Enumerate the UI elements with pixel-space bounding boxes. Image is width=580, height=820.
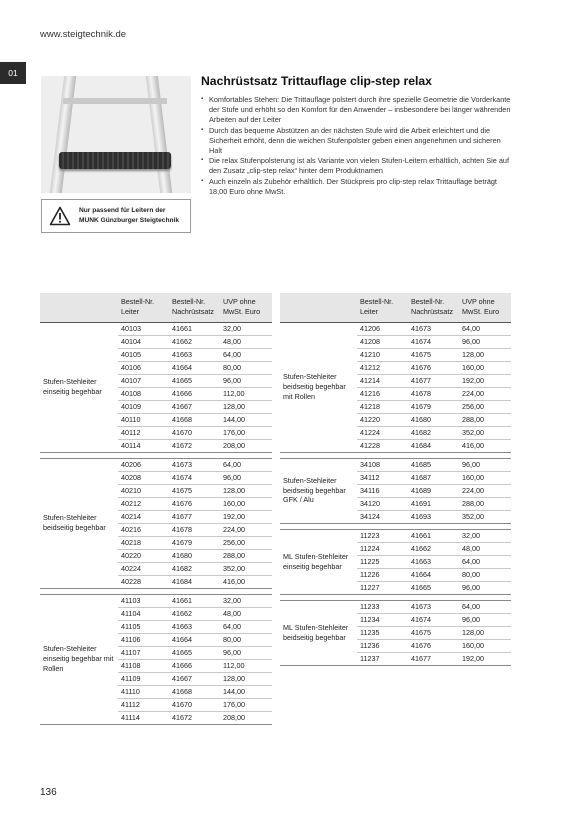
price: 128,00 <box>220 484 272 497</box>
order-no-ladder: 40208 <box>118 471 169 484</box>
order-no-ladder: 34124 <box>357 510 408 523</box>
price: 64,00 <box>220 620 272 633</box>
order-no-ladder: 40218 <box>118 536 169 549</box>
table-row <box>280 458 511 471</box>
order-no-kit: 41663 <box>169 348 220 361</box>
order-no-ladder: 41103 <box>118 594 169 607</box>
order-no-kit: 41667 <box>169 400 220 413</box>
order-no-ladder: 40105 <box>118 348 169 361</box>
product-title: Nachrüstsatz Trittauflage clip-step relax <box>201 74 432 88</box>
price: 288,00 <box>459 497 511 510</box>
order-no-kit: 41670 <box>169 426 220 439</box>
price: 80,00 <box>220 361 272 374</box>
price: 416,00 <box>459 439 511 452</box>
order-no-kit: 41679 <box>408 400 459 413</box>
order-no-kit: 41662 <box>169 607 220 620</box>
ladder-rail-left <box>50 76 76 193</box>
order-no-kit: 41675 <box>408 348 459 361</box>
price: 224,00 <box>459 484 511 497</box>
order-no-kit: 41664 <box>169 361 220 374</box>
price: 288,00 <box>459 413 511 426</box>
order-no-kit: 41667 <box>169 672 220 685</box>
order-no-ladder: 41224 <box>357 426 408 439</box>
table-row <box>280 600 511 613</box>
order-no-kit: 41666 <box>169 387 220 400</box>
price: 160,00 <box>459 471 511 484</box>
order-no-kit: 41676 <box>408 361 459 374</box>
price: 160,00 <box>459 639 511 652</box>
feature-bullet: ▪ Auch einzeln als Zubehör erhältlich. Der Stückpreis pro clip-step relax Trittauflage beträgt 18,00 Euro ohne MwSt. <box>201 177 511 197</box>
order-no-ladder: 11233 <box>357 600 408 613</box>
col-header-order-no-kit: Bestell-Nr. Nachrüstsatz <box>169 293 220 322</box>
price: 352,00 <box>459 510 511 523</box>
order-no-ladder: 40214 <box>118 510 169 523</box>
order-no-kit: 41680 <box>408 413 459 426</box>
price: 96,00 <box>459 335 511 348</box>
order-no-kit: 41672 <box>169 439 220 452</box>
order-no-kit: 41687 <box>408 471 459 484</box>
order-no-kit: 41662 <box>169 335 220 348</box>
order-no-ladder: 41106 <box>118 633 169 646</box>
order-no-ladder: 40114 <box>118 439 169 452</box>
order-no-kit: 41665 <box>169 646 220 659</box>
product-group-label: Stufen-Stehleiter einseitig begehbar mit Rollen <box>40 594 118 724</box>
price: 64,00 <box>459 322 511 335</box>
order-no-kit: 41674 <box>169 471 220 484</box>
order-no-ladder: 41114 <box>118 711 169 724</box>
clip-step-tread <box>59 152 171 169</box>
ladder-rail-right <box>146 76 172 193</box>
price: 256,00 <box>459 400 511 413</box>
order-no-ladder: 41208 <box>357 335 408 348</box>
order-no-ladder: 40107 <box>118 374 169 387</box>
order-no-ladder: 40104 <box>118 335 169 348</box>
order-no-ladder: 11237 <box>357 652 408 665</box>
price: 176,00 <box>220 698 272 711</box>
price: 160,00 <box>220 497 272 510</box>
order-no-ladder: 41212 <box>357 361 408 374</box>
order-table-right <box>280 293 511 666</box>
price: 96,00 <box>220 374 272 387</box>
table-header-row <box>40 293 272 322</box>
order-no-ladder: 40103 <box>118 322 169 335</box>
price: 144,00 <box>220 413 272 426</box>
order-no-kit: 41668 <box>169 413 220 426</box>
price: 80,00 <box>220 633 272 646</box>
order-no-kit: 41680 <box>169 549 220 562</box>
price: 96,00 <box>459 613 511 626</box>
col-header-order-no-kit: Bestell-Nr. Nachrüstsatz <box>408 293 459 322</box>
order-no-kit: 41676 <box>408 639 459 652</box>
feature-list <box>201 95 511 197</box>
order-no-ladder: 11234 <box>357 613 408 626</box>
product-photo <box>41 76 191 193</box>
order-no-kit: 41689 <box>408 484 459 497</box>
product-group-label: Stufen-Stehleiter beidseitig begehbar GFK / Alu <box>280 458 357 523</box>
price: 48,00 <box>220 335 272 348</box>
price: 112,00 <box>220 387 272 400</box>
order-no-ladder: 41110 <box>118 685 169 698</box>
order-no-kit: 41682 <box>169 562 220 575</box>
price: 352,00 <box>459 426 511 439</box>
price: 160,00 <box>459 361 511 374</box>
compatibility-notice <box>41 199 191 233</box>
order-no-kit: 41675 <box>408 626 459 639</box>
price: 96,00 <box>220 646 272 659</box>
order-no-ladder: 40106 <box>118 361 169 374</box>
page-number: 136 <box>40 787 57 798</box>
price: 128,00 <box>220 672 272 685</box>
price: 144,00 <box>220 685 272 698</box>
price: 64,00 <box>220 348 272 361</box>
order-no-ladder: 34112 <box>357 471 408 484</box>
price: 80,00 <box>459 568 511 581</box>
order-no-ladder: 40109 <box>118 400 169 413</box>
order-no-ladder: 41206 <box>357 322 408 335</box>
order-no-kit: 41665 <box>169 374 220 387</box>
price: 192,00 <box>459 374 511 387</box>
price: 224,00 <box>220 523 272 536</box>
product-group-label: Stufen-Stehleiter beidseitig begehbar <box>40 458 118 588</box>
order-no-kit: 41675 <box>169 484 220 497</box>
price: 32,00 <box>220 322 272 335</box>
order-no-ladder: 11226 <box>357 568 408 581</box>
order-no-ladder: 41107 <box>118 646 169 659</box>
price: 48,00 <box>459 542 511 555</box>
order-no-ladder: 11223 <box>357 529 408 542</box>
order-no-ladder: 41218 <box>357 400 408 413</box>
order-no-kit: 41662 <box>408 542 459 555</box>
order-no-ladder: 40216 <box>118 523 169 536</box>
price: 32,00 <box>459 529 511 542</box>
price: 96,00 <box>459 581 511 594</box>
order-no-kit: 41670 <box>169 698 220 711</box>
table-row <box>40 458 272 471</box>
order-no-ladder: 34120 <box>357 497 408 510</box>
order-no-ladder: 41220 <box>357 413 408 426</box>
order-no-kit: 41678 <box>408 387 459 400</box>
price: 128,00 <box>459 348 511 361</box>
order-no-ladder: 40210 <box>118 484 169 497</box>
order-no-kit: 41665 <box>408 581 459 594</box>
order-no-kit: 41673 <box>169 458 220 471</box>
order-no-kit: 41661 <box>408 529 459 542</box>
order-no-kit: 41666 <box>169 659 220 672</box>
price: 208,00 <box>220 439 272 452</box>
order-no-kit: 41676 <box>169 497 220 510</box>
price: 416,00 <box>220 575 272 588</box>
order-no-kit: 41663 <box>408 555 459 568</box>
order-no-ladder: 34116 <box>357 484 408 497</box>
order-no-ladder: 41210 <box>357 348 408 361</box>
price: 64,00 <box>220 458 272 471</box>
order-no-ladder: 11224 <box>357 542 408 555</box>
order-no-ladder: 41105 <box>118 620 169 633</box>
order-no-kit: 41684 <box>169 575 220 588</box>
order-no-ladder: 11236 <box>357 639 408 652</box>
price: 96,00 <box>220 471 272 484</box>
price: 128,00 <box>220 400 272 413</box>
order-no-kit: 41664 <box>169 633 220 646</box>
price: 288,00 <box>220 549 272 562</box>
order-no-ladder: 41108 <box>118 659 169 672</box>
order-no-kit: 41672 <box>169 711 220 724</box>
order-no-ladder: 40110 <box>118 413 169 426</box>
order-no-kit: 41664 <box>408 568 459 581</box>
order-no-ladder: 40220 <box>118 549 169 562</box>
order-no-ladder: 41112 <box>118 698 169 711</box>
price: 96,00 <box>459 458 511 471</box>
order-no-ladder: 40212 <box>118 497 169 510</box>
order-no-kit: 41668 <box>169 685 220 698</box>
order-no-kit: 41679 <box>169 536 220 549</box>
order-no-kit: 41673 <box>408 322 459 335</box>
order-no-kit: 41678 <box>169 523 220 536</box>
order-no-ladder: 41109 <box>118 672 169 685</box>
price: 32,00 <box>220 594 272 607</box>
order-no-kit: 41677 <box>169 510 220 523</box>
col-header-price: UVP ohne MwSt. Euro <box>220 293 272 322</box>
order-no-kit: 41684 <box>408 439 459 452</box>
price: 64,00 <box>459 555 511 568</box>
order-no-kit: 41661 <box>169 322 220 335</box>
notice-text: Nur passend für Leitern der MUNK Günzburger Steigtechnik <box>79 207 180 224</box>
order-no-ladder: 11227 <box>357 581 408 594</box>
order-no-ladder: 34108 <box>357 458 408 471</box>
product-group-label: ML Stufen-Stehleiter beidseitig begehbar <box>280 600 357 665</box>
price: 176,00 <box>220 426 272 439</box>
order-no-kit: 41677 <box>408 374 459 387</box>
ladder-step <box>63 98 167 104</box>
order-no-ladder: 41228 <box>357 439 408 452</box>
order-no-ladder: 40228 <box>118 575 169 588</box>
site-url[interactable]: www.steigtechnik.de <box>40 29 127 40</box>
order-no-ladder: 11235 <box>357 626 408 639</box>
col-header-price: UVP ohne MwSt. Euro <box>459 293 511 322</box>
order-no-kit: 41677 <box>408 652 459 665</box>
feature-bullet: ▪ Komfortables Stehen: Die Trittauflage polstert durch ihre spezielle Geometrie die Vorderkante der Stufe und erhöht so den Komfort für den Anwender – insbesondere bei länger währenden Arbeiten auf der Leiter <box>201 95 511 126</box>
table-row <box>280 322 511 335</box>
order-no-kit: 41685 <box>408 458 459 471</box>
price: 192,00 <box>459 652 511 665</box>
order-no-ladder: 41214 <box>357 374 408 387</box>
order-no-kit: 41674 <box>408 613 459 626</box>
order-no-kit: 41682 <box>408 426 459 439</box>
price: 64,00 <box>459 600 511 613</box>
order-table-left <box>40 293 272 725</box>
table-row <box>40 594 272 607</box>
price: 112,00 <box>220 659 272 672</box>
order-no-kit: 41661 <box>169 594 220 607</box>
order-no-kit: 41663 <box>169 620 220 633</box>
price: 192,00 <box>220 510 272 523</box>
order-no-ladder: 41216 <box>357 387 408 400</box>
product-group-label: Stufen-Stehleiter beidseitig begehbar mit Rollen <box>280 322 357 452</box>
order-no-ladder: 11225 <box>357 555 408 568</box>
product-group-label: Stufen-Stehleiter einseitig begehbar <box>40 322 118 452</box>
order-no-ladder: 40224 <box>118 562 169 575</box>
price: 48,00 <box>220 607 272 620</box>
warning-icon <box>49 206 71 226</box>
table-header-row <box>280 293 511 322</box>
order-no-kit: 41693 <box>408 510 459 523</box>
price: 208,00 <box>220 711 272 724</box>
order-no-kit: 41674 <box>408 335 459 348</box>
order-no-kit: 41673 <box>408 600 459 613</box>
col-header-order-no-ladder: Bestell-Nr. Leiter <box>118 293 169 322</box>
chapter-tab: 01 <box>0 62 26 84</box>
order-no-kit: 41691 <box>408 497 459 510</box>
col-header-order-no-ladder: Bestell-Nr. Leiter <box>357 293 408 322</box>
price: 224,00 <box>459 387 511 400</box>
price: 256,00 <box>220 536 272 549</box>
product-group-label: ML Stufen-Stehleiter einseitig begehbar <box>280 529 357 594</box>
order-no-ladder: 40108 <box>118 387 169 400</box>
order-no-ladder: 40206 <box>118 458 169 471</box>
order-no-ladder: 41104 <box>118 607 169 620</box>
feature-bullet: ▪ Durch das bequeme Abstützen an der nächsten Stufe wird die Arbeit erleichtert und die Sicherheit erhöht, denn die weichen Stufenpolster geben einen angenehmen und sicheren Halt <box>201 126 511 157</box>
order-no-ladder: 40112 <box>118 426 169 439</box>
price: 352,00 <box>220 562 272 575</box>
price: 128,00 <box>459 626 511 639</box>
table-row <box>280 529 511 542</box>
feature-bullet: ▪ Die relax Stufenpolsterung ist als Variante von vielen Stufen-Leitern erhältlich, achten Sie auf den Zusatz „clip-step relax“ hinter dem Produktnamen <box>201 156 511 176</box>
table-row <box>40 322 272 335</box>
